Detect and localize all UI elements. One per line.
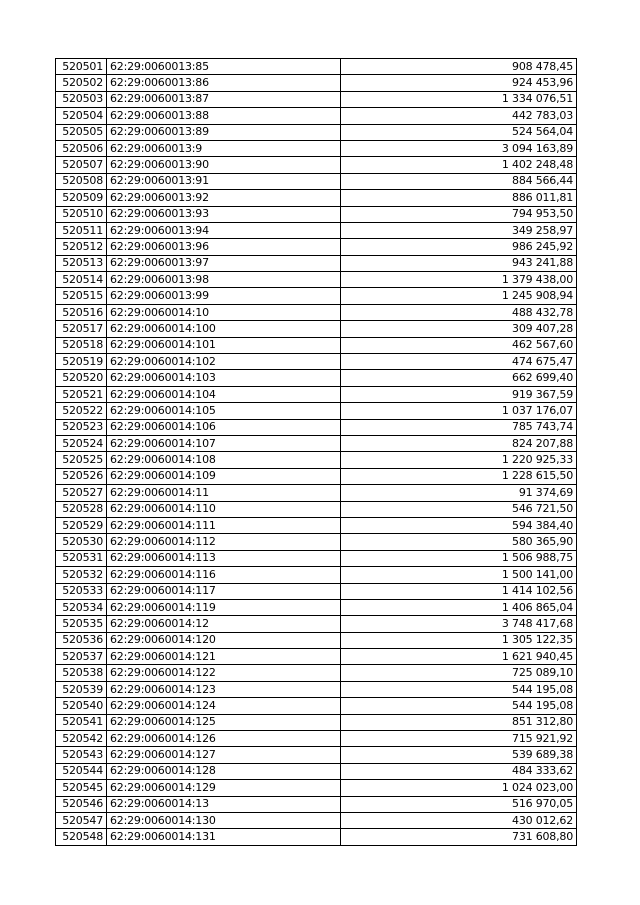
cadastral-value: 725 089,10 bbox=[341, 665, 577, 681]
cadastral-value: 544 195,08 bbox=[341, 681, 577, 697]
cadastral-number: 62:29:0060014:112 bbox=[107, 534, 341, 550]
cadastral-number: 62:29:0060013:89 bbox=[107, 124, 341, 140]
cadastral-number: 62:29:0060013:86 bbox=[107, 75, 341, 91]
table-row bbox=[56, 517, 577, 533]
cadastral-value: 851 312,80 bbox=[341, 714, 577, 730]
cadastral-value: 3 748 417,68 bbox=[341, 616, 577, 632]
row-number: 520502 bbox=[56, 75, 107, 91]
cadastral-value: 462 567,60 bbox=[341, 337, 577, 353]
row-number: 520510 bbox=[56, 206, 107, 222]
table-row bbox=[56, 173, 577, 189]
row-number: 520509 bbox=[56, 190, 107, 206]
cadastral-number: 62:29:0060014:11 bbox=[107, 485, 341, 501]
cadastral-value: 544 195,08 bbox=[341, 698, 577, 714]
cadastral-value: 1 506 988,75 bbox=[341, 550, 577, 566]
cadastral-number: 62:29:0060014:106 bbox=[107, 419, 341, 435]
table-row bbox=[56, 370, 577, 386]
cadastral-number: 62:29:0060014:102 bbox=[107, 354, 341, 370]
table-row bbox=[56, 681, 577, 697]
row-number: 520512 bbox=[56, 239, 107, 255]
cadastral-value: 524 564,04 bbox=[341, 124, 577, 140]
cadastral-value: 546 721,50 bbox=[341, 501, 577, 517]
cadastral-number: 62:29:0060014:130 bbox=[107, 812, 341, 828]
cadastral-value: 986 245,92 bbox=[341, 239, 577, 255]
row-number: 520516 bbox=[56, 304, 107, 320]
cadastral-number: 62:29:0060014:10 bbox=[107, 304, 341, 320]
cadastral-value: 1 245 908,94 bbox=[341, 288, 577, 304]
table-row bbox=[56, 272, 577, 288]
cadastral-value: 1 379 438,00 bbox=[341, 272, 577, 288]
table-row bbox=[56, 632, 577, 648]
cadastral-value: 1 037 176,07 bbox=[341, 403, 577, 419]
table-row bbox=[56, 435, 577, 451]
cadastral-number: 62:29:0060013:85 bbox=[107, 59, 341, 75]
cadastral-number: 62:29:0060014:127 bbox=[107, 747, 341, 763]
cadastral-number: 62:29:0060014:131 bbox=[107, 829, 341, 845]
table-row bbox=[56, 75, 577, 91]
cadastral-value: 1 406 865,04 bbox=[341, 599, 577, 615]
cadastral-value: 594 384,40 bbox=[341, 517, 577, 533]
row-number: 520530 bbox=[56, 534, 107, 550]
cadastral-number: 62:29:0060013:94 bbox=[107, 222, 341, 238]
cadastral-number: 62:29:0060014:126 bbox=[107, 731, 341, 747]
cadastral-number: 62:29:0060014:110 bbox=[107, 501, 341, 517]
cadastral-number: 62:29:0060013:98 bbox=[107, 272, 341, 288]
row-number: 520531 bbox=[56, 550, 107, 566]
cadastral-value: 1 402 248,48 bbox=[341, 157, 577, 173]
cadastral-number: 62:29:0060014:116 bbox=[107, 567, 341, 583]
table-row bbox=[56, 59, 577, 75]
cadastral-value: 430 012,62 bbox=[341, 812, 577, 828]
cadastral-value: 1 621 940,45 bbox=[341, 649, 577, 665]
cadastral-number: 62:29:0060014:128 bbox=[107, 763, 341, 779]
table-row bbox=[56, 649, 577, 665]
cadastral-number: 62:29:0060014:124 bbox=[107, 698, 341, 714]
row-number: 520540 bbox=[56, 698, 107, 714]
cadastral-number: 62:29:0060013:88 bbox=[107, 108, 341, 124]
cadastral-value: 919 367,59 bbox=[341, 386, 577, 402]
cadastral-number: 62:29:0060013:92 bbox=[107, 190, 341, 206]
cadastral-value: 349 258,97 bbox=[341, 222, 577, 238]
row-number: 520535 bbox=[56, 616, 107, 632]
row-number: 520527 bbox=[56, 485, 107, 501]
cadastral-value: 715 921,92 bbox=[341, 731, 577, 747]
row-number: 520545 bbox=[56, 780, 107, 796]
cadastral-number: 62:29:0060014:129 bbox=[107, 780, 341, 796]
cadastral-number: 62:29:0060013:96 bbox=[107, 239, 341, 255]
table-row bbox=[56, 419, 577, 435]
cadastral-value: 488 432,78 bbox=[341, 304, 577, 320]
table-row bbox=[56, 255, 577, 271]
row-number: 520532 bbox=[56, 567, 107, 583]
row-number: 520508 bbox=[56, 173, 107, 189]
table-row bbox=[56, 206, 577, 222]
cadastral-number: 62:29:0060014:101 bbox=[107, 337, 341, 353]
cadastral-number: 62:29:0060014:13 bbox=[107, 796, 341, 812]
table-row bbox=[56, 812, 577, 828]
cadastral-value: 516 970,05 bbox=[341, 796, 577, 812]
row-number: 520523 bbox=[56, 419, 107, 435]
table-row bbox=[56, 354, 577, 370]
row-number: 520518 bbox=[56, 337, 107, 353]
row-number: 520520 bbox=[56, 370, 107, 386]
cadastral-number: 62:29:0060014:125 bbox=[107, 714, 341, 730]
row-number: 520519 bbox=[56, 354, 107, 370]
row-number: 520542 bbox=[56, 731, 107, 747]
row-number: 520507 bbox=[56, 157, 107, 173]
row-number: 520525 bbox=[56, 452, 107, 468]
table-row bbox=[56, 534, 577, 550]
row-number: 520524 bbox=[56, 435, 107, 451]
cadastral-value: 1 500 141,00 bbox=[341, 567, 577, 583]
cadastral-value: 309 407,28 bbox=[341, 321, 577, 337]
cadastral-number: 62:29:0060014:113 bbox=[107, 550, 341, 566]
cadastral-value: 1 305 122,35 bbox=[341, 632, 577, 648]
cadastral-number: 62:29:0060013:90 bbox=[107, 157, 341, 173]
cadastral-value: 580 365,90 bbox=[341, 534, 577, 550]
cadastral-number: 62:29:0060014:12 bbox=[107, 616, 341, 632]
table-row bbox=[56, 321, 577, 337]
row-number: 520514 bbox=[56, 272, 107, 288]
cadastral-value: 662 699,40 bbox=[341, 370, 577, 386]
table-row bbox=[56, 386, 577, 402]
row-number: 520522 bbox=[56, 403, 107, 419]
table-row bbox=[56, 239, 577, 255]
cadastral-number: 62:29:0060013:97 bbox=[107, 255, 341, 271]
cadastral-value: 884 566,44 bbox=[341, 173, 577, 189]
cadastral-value: 484 333,62 bbox=[341, 763, 577, 779]
table-row bbox=[56, 190, 577, 206]
table-row bbox=[56, 124, 577, 140]
table-row bbox=[56, 616, 577, 632]
table-row bbox=[56, 698, 577, 714]
table-row bbox=[56, 140, 577, 156]
table-row bbox=[56, 157, 577, 173]
row-number: 520536 bbox=[56, 632, 107, 648]
row-number: 520548 bbox=[56, 829, 107, 845]
cadastral-value: 474 675,47 bbox=[341, 354, 577, 370]
cadastral-number: 62:29:0060014:120 bbox=[107, 632, 341, 648]
table-row bbox=[56, 108, 577, 124]
table-row bbox=[56, 452, 577, 468]
cadastral-value: 1 334 076,51 bbox=[341, 91, 577, 107]
cadastral-number: 62:29:0060014:108 bbox=[107, 452, 341, 468]
table-row bbox=[56, 91, 577, 107]
row-number: 520521 bbox=[56, 386, 107, 402]
table-row bbox=[56, 222, 577, 238]
cadastral-number: 62:29:0060014:103 bbox=[107, 370, 341, 386]
cadastral-value: 3 094 163,89 bbox=[341, 140, 577, 156]
row-number: 520503 bbox=[56, 91, 107, 107]
cadastral-number: 62:29:0060014:100 bbox=[107, 321, 341, 337]
table-row bbox=[56, 599, 577, 615]
row-number: 520526 bbox=[56, 468, 107, 484]
cadastral-value: 824 207,88 bbox=[341, 435, 577, 451]
cadastral-value: 785 743,74 bbox=[341, 419, 577, 435]
cadastral-number: 62:29:0060013:93 bbox=[107, 206, 341, 222]
cadastral-value-table bbox=[55, 58, 577, 846]
table-row bbox=[56, 829, 577, 845]
cadastral-number: 62:29:0060014:121 bbox=[107, 649, 341, 665]
cadastral-number: 62:29:0060013:87 bbox=[107, 91, 341, 107]
cadastral-value: 908 478,45 bbox=[341, 59, 577, 75]
table-row bbox=[56, 763, 577, 779]
cadastral-number: 62:29:0060014:117 bbox=[107, 583, 341, 599]
row-number: 520546 bbox=[56, 796, 107, 812]
row-number: 520541 bbox=[56, 714, 107, 730]
row-number: 520537 bbox=[56, 649, 107, 665]
cadastral-value: 943 241,88 bbox=[341, 255, 577, 271]
cadastral-value: 1 220 925,33 bbox=[341, 452, 577, 468]
row-number: 520504 bbox=[56, 108, 107, 124]
cadastral-value: 1 024 023,00 bbox=[341, 780, 577, 796]
cadastral-number: 62:29:0060014:104 bbox=[107, 386, 341, 402]
row-number: 520538 bbox=[56, 665, 107, 681]
row-number: 520534 bbox=[56, 599, 107, 615]
cadastral-value: 794 953,50 bbox=[341, 206, 577, 222]
table-row bbox=[56, 468, 577, 484]
row-number: 520533 bbox=[56, 583, 107, 599]
table-row bbox=[56, 747, 577, 763]
cadastral-number: 62:29:0060014:105 bbox=[107, 403, 341, 419]
cadastral-number: 62:29:0060013:99 bbox=[107, 288, 341, 304]
table-row bbox=[56, 780, 577, 796]
cadastral-number: 62:29:0060014:119 bbox=[107, 599, 341, 615]
cadastral-value: 731 608,80 bbox=[341, 829, 577, 845]
cadastral-value: 442 783,03 bbox=[341, 108, 577, 124]
cadastral-number: 62:29:0060014:107 bbox=[107, 435, 341, 451]
row-number: 520515 bbox=[56, 288, 107, 304]
cadastral-number: 62:29:0060013:91 bbox=[107, 173, 341, 189]
row-number: 520517 bbox=[56, 321, 107, 337]
row-number: 520513 bbox=[56, 255, 107, 271]
table-row bbox=[56, 583, 577, 599]
table-row bbox=[56, 796, 577, 812]
row-number: 520528 bbox=[56, 501, 107, 517]
table-row bbox=[56, 485, 577, 501]
table-row bbox=[56, 567, 577, 583]
table-row bbox=[56, 714, 577, 730]
table-row bbox=[56, 304, 577, 320]
cadastral-number: 62:29:0060014:123 bbox=[107, 681, 341, 697]
row-number: 520501 bbox=[56, 59, 107, 75]
table-body bbox=[56, 59, 577, 846]
cadastral-number: 62:29:0060013:9 bbox=[107, 140, 341, 156]
cadastral-number: 62:29:0060014:122 bbox=[107, 665, 341, 681]
table-row bbox=[56, 288, 577, 304]
table-row bbox=[56, 403, 577, 419]
row-number: 520505 bbox=[56, 124, 107, 140]
table-row bbox=[56, 731, 577, 747]
cadastral-value: 1 228 615,50 bbox=[341, 468, 577, 484]
table-row bbox=[56, 337, 577, 353]
cadastral-number: 62:29:0060014:111 bbox=[107, 517, 341, 533]
row-number: 520511 bbox=[56, 222, 107, 238]
cadastral-value: 1 414 102,56 bbox=[341, 583, 577, 599]
cadastral-value: 539 689,38 bbox=[341, 747, 577, 763]
cadastral-value: 886 011,81 bbox=[341, 190, 577, 206]
row-number: 520544 bbox=[56, 763, 107, 779]
table-row bbox=[56, 665, 577, 681]
row-number: 520547 bbox=[56, 812, 107, 828]
table-row bbox=[56, 550, 577, 566]
row-number: 520539 bbox=[56, 681, 107, 697]
row-number: 520506 bbox=[56, 140, 107, 156]
cadastral-number: 62:29:0060014:109 bbox=[107, 468, 341, 484]
row-number: 520543 bbox=[56, 747, 107, 763]
cadastral-value: 91 374,69 bbox=[341, 485, 577, 501]
cadastral-value: 924 453,96 bbox=[341, 75, 577, 91]
table-row bbox=[56, 501, 577, 517]
row-number: 520529 bbox=[56, 517, 107, 533]
